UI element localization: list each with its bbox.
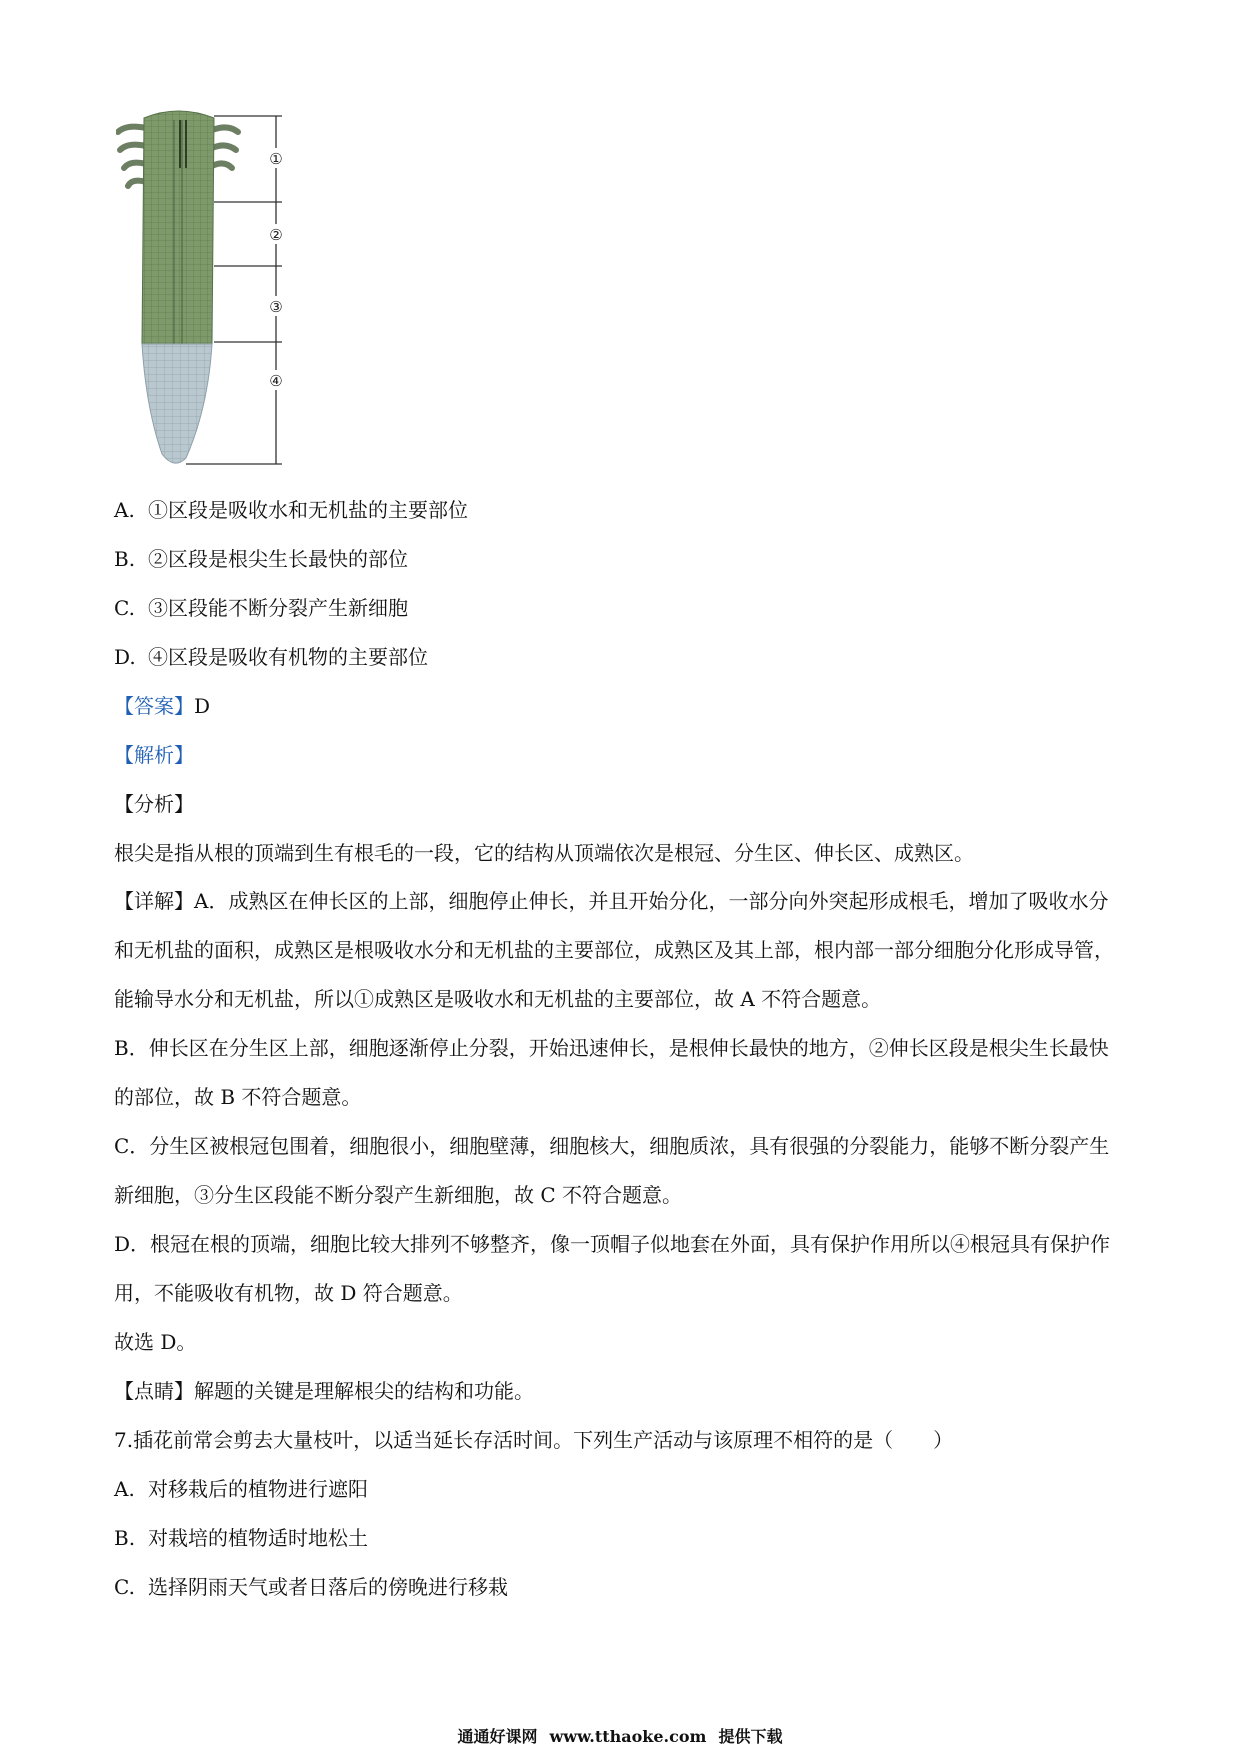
- jiexi-tag: 【解析】: [114, 743, 194, 767]
- option-text: 对移栽后的植物进行遮阳: [148, 1477, 368, 1501]
- q6-option-a: [114, 496, 468, 524]
- dianjing-line: [114, 1377, 534, 1405]
- option-letter: B.: [114, 1526, 136, 1550]
- footer-action: 提供下载: [718, 1727, 783, 1746]
- answer-value: D: [194, 694, 211, 718]
- q7-option-a: [114, 1475, 368, 1503]
- q7-option-c: [114, 1573, 508, 1601]
- option-letter: D.: [114, 645, 136, 669]
- option-letter: A.: [114, 498, 135, 522]
- footer-site: 通通好课网: [457, 1727, 538, 1746]
- detail-b: B．伸长区在分生区上部，细胞逐渐停止分裂，开始迅速伸长，是根伸长最快的地方，②伸长区段是根尖生长最快的部位，故 B 不符合题意。: [114, 1036, 1109, 1109]
- figure-label-4: ④: [269, 372, 283, 390]
- answer-tag: 【答案】: [114, 694, 194, 718]
- detail-d: D．根冠在根的顶端，细胞比较大排列不够整齐，像一顶帽子似地套在外面，具有保护作用所以④根冠具有保护作用，不能吸收有机物，故 D 符合题意。: [114, 1232, 1111, 1305]
- detail-c: C．分生区被根冠包围着，细胞很小，细胞壁薄，细胞核大，细胞质浓，具有很强的分裂能力，能够不断分裂产生新细胞，③分生区段能不断分裂产生新细胞，故 C 不符合题意。: [114, 1134, 1110, 1207]
- q6-option-c: [114, 594, 408, 622]
- option-letter: C.: [114, 596, 135, 620]
- jiexi-line: [114, 741, 194, 769]
- option-text: 选择阴雨天气或者日落后的傍晚进行移栽: [148, 1575, 508, 1599]
- q7-option-b: [114, 1524, 368, 1552]
- answer-line: [114, 692, 210, 720]
- detail-a: [114, 877, 1128, 1024]
- option-letter: B.: [114, 547, 136, 571]
- fenxi-line: [114, 790, 194, 818]
- option-text: ④区段是吸收有机物的主要部位: [148, 645, 428, 669]
- figure-label-3: ③: [269, 298, 283, 316]
- option-text: 对栽培的植物适时地松土: [148, 1526, 368, 1550]
- option-letter: C.: [114, 1575, 135, 1599]
- q7-stem: 7.插花前常会剪去大量枝叶，以适当延长存活时间。下列生产活动与该原理不相符的是（ ）: [114, 1428, 954, 1452]
- dianjing-text: 解题的关键是理解根尖的结构和功能。: [194, 1379, 534, 1403]
- root-tip-figure: [116, 108, 326, 478]
- figure-label-2: ②: [269, 226, 283, 244]
- page-footer: [0, 1726, 1240, 1748]
- root-body: [142, 111, 214, 344]
- q6-option-b: [114, 545, 408, 573]
- option-text: ③区段能不断分裂产生新细胞: [148, 596, 408, 620]
- fenxi-text: 根尖是指从根的顶端到生有根毛的一段，它的结构从顶端依次是根冠、分生区、伸长区、成熟区。: [114, 841, 974, 865]
- option-text: ①区段是吸收水和无机盐的主要部位: [148, 498, 468, 522]
- figure-label-1: ①: [269, 150, 283, 168]
- q6-option-d: [114, 643, 428, 671]
- dianjing-tag: 【点睛】: [114, 1379, 194, 1403]
- detail-a-text: A．成熟区在伸长区的上部，细胞停止伸长，并且开始分化，一部分向外突起形成根毛，增加了吸收水分和无机盐的面积，成熟区是根吸收水分和无机盐的主要部位，成熟区及其上部，根内部一部分细胞分化形成导管，能输导水分和无机盐，所以①成熟区是吸收水和无机盐的主要部位，故 A 不符合题意。: [114, 889, 1114, 1011]
- footer-url[interactable]: www.tthaoke.com: [549, 1727, 707, 1746]
- root-cap: [142, 344, 212, 463]
- fenxi-tag: 【分析】: [114, 792, 194, 816]
- conclusion: 故选 D。: [114, 1330, 197, 1354]
- option-text: ②区段是根尖生长最快的部位: [148, 547, 408, 571]
- option-letter: A.: [114, 1477, 135, 1501]
- detail-tag: 【详解】: [114, 889, 194, 913]
